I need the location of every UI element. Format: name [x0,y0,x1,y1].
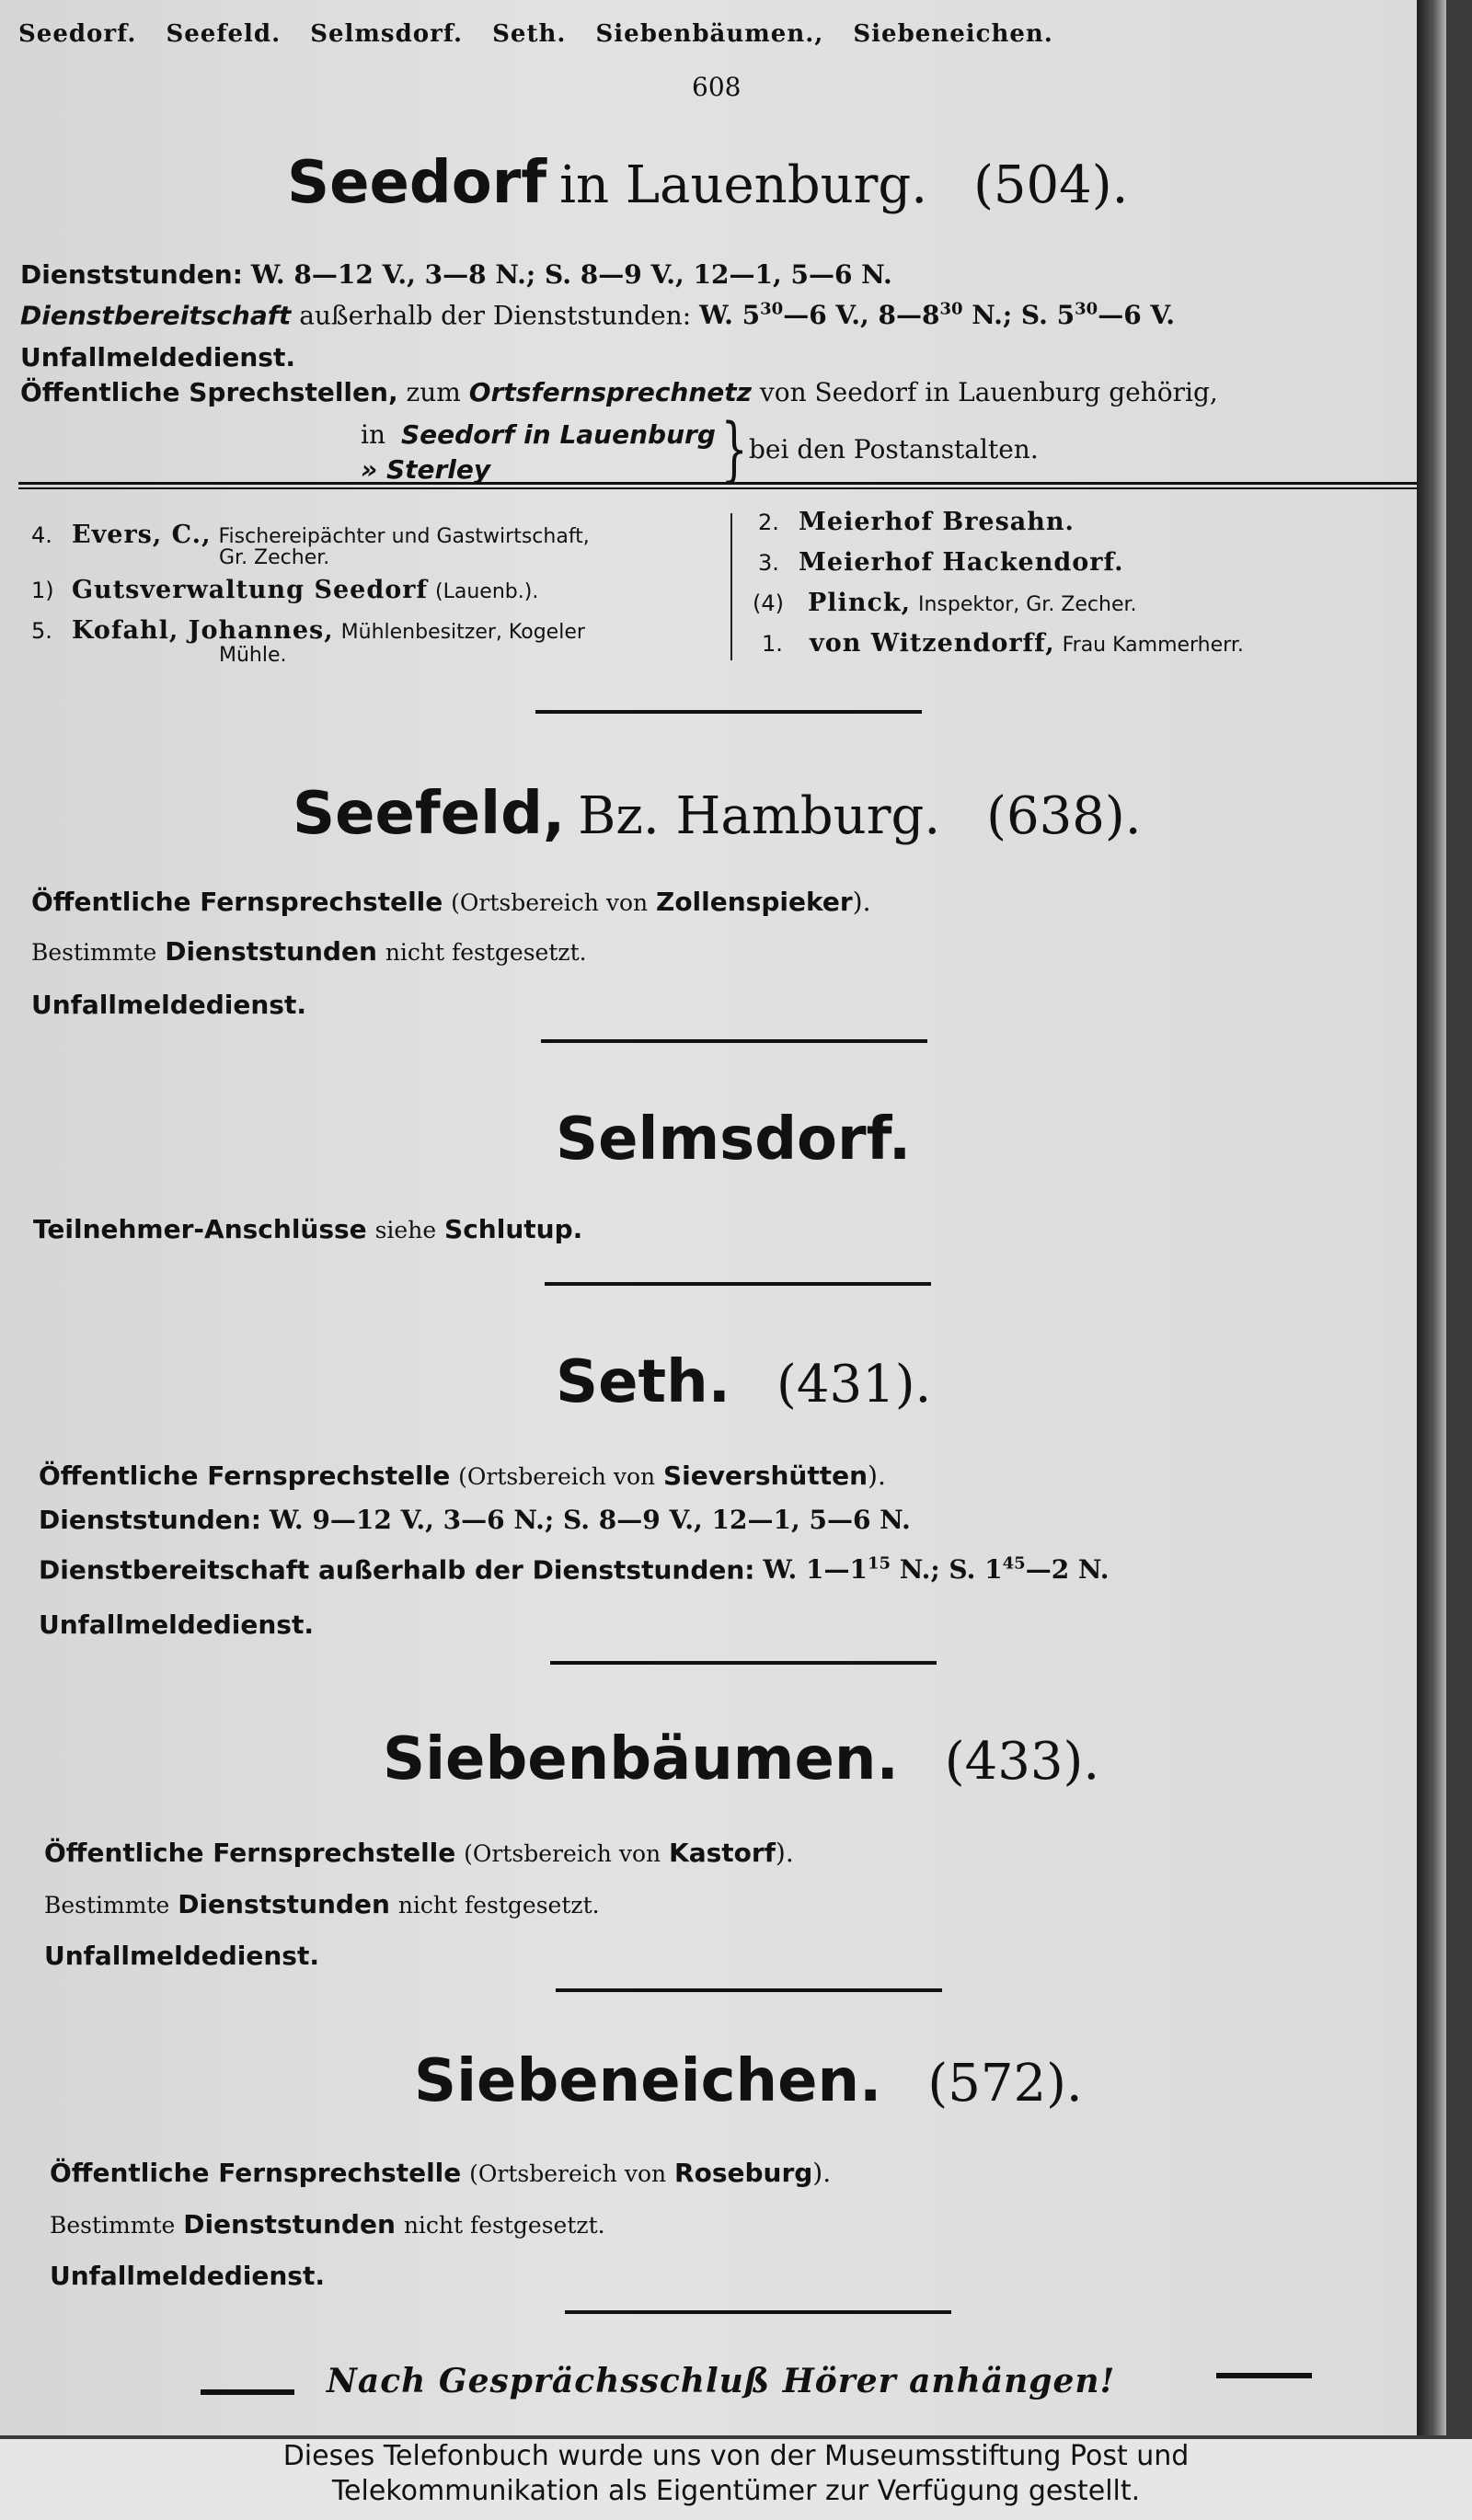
slogan-dash-left [201,2389,294,2395]
place-name: Seefeld, [293,780,566,848]
seedorf-standby: Dienstbereitschaft außerhalb der Dienststunden: W. $5^{30}—6$ V., $8—8^{30}$ N.; S. $5^{30}—6$ V. [20,300,1175,331]
place-name: Selmsdorf. [556,1105,912,1174]
section-rule [550,1661,937,1665]
subscriber-entry-cont: Gr. Zecher. [219,546,330,569]
place-number: (638). [986,786,1142,846]
siebenbaeumen-hours-note: Bestimmte Dienststunden nicht festgesetzt. [44,1889,600,1919]
siebeneichen-hours-note: Bestimmte Dienststunden nicht festgesetzt. [50,2209,605,2239]
seedorf-accident-service: Unfallmeldedienst. [20,342,295,372]
siebeneichen-title [414,2047,1083,2115]
header-place: Seth. [492,20,567,48]
seefeld-hours-note: Bestimmte Dienststunden nicht festgesetzt. [31,936,587,967]
seth-accident-service: Unfallmeldedienst. [39,1609,314,1640]
place-number: (572). [927,2054,1083,2113]
selmsdorf-title [556,1105,911,1174]
seth-hours: Dienststunden: W. 9—12 V., 3—6 N.; S. 8—9 V., 12—1, 5—6 N. [39,1505,911,1535]
place-number: (431). [776,1355,932,1415]
subscriber-entry: (4) Plinck, Inspektor, Gr. Zecher. [753,589,1137,617]
section-rule [556,1988,942,1992]
seefeld-public-station: Öffentliche Fernsprechstelle (Ortsbereich von Zollenspieker). [31,887,871,917]
section-double-rule [18,482,1417,489]
place-name: Seedorf [287,149,547,217]
siebeneichen-accident-service: Unfallmeldedienst. [50,2261,325,2291]
seedorf-title [287,149,1128,217]
siebenbaeumen-title [383,1725,1099,1793]
seedorf-station-1: Seedorf in Lauenburg [401,419,716,450]
place-sub: in Lauenburg. [559,155,928,215]
place-name: Siebenbäumen. [383,1725,899,1793]
subscriber-entry: 1) Gutsverwaltung Seedorf (Lauenb.). [31,576,539,604]
seedorf-public-stations: Öffentliche Sprechstellen, zum Ortsfernsprechnetz von Seedorf in Lauenburg gehörig, [20,377,1218,407]
subscriber-entry: 4. Evers, C., Fischereipächter und Gastwirtschaft, [31,521,590,549]
subscriber-entry: 2. Meierhof Bresahn. [758,508,1075,536]
page-edge-shadow [1417,0,1446,2435]
header-place: Siebenbäumen., [595,20,824,48]
brace-symbol: } [720,407,748,489]
slogan-dash-right [1216,2373,1312,2378]
header-place: Selmsdorf. [310,20,464,48]
header-place: Seefeld. [166,20,282,48]
section-rule [565,2310,951,2314]
place-name: Seth. [556,1348,730,1416]
section-rule [535,710,922,714]
ownership-caption [0,2439,1472,2520]
seefeld-title [293,780,1142,848]
seedorf-in-label: in [361,419,385,450]
subscriber-entry: 5. Kofahl, Johannes, Mühlenbesitzer, Kogeler [31,616,585,645]
running-header [18,20,1074,48]
seedorf-station-2: » Sterley [361,454,491,485]
seedorf-hours: Dienststunden: W. 8—12 V., 3—8 N.; S. 8—9 V., 12—1, 5—6 N. [20,259,892,290]
place-name: Siebeneichen. [414,2047,882,2115]
siebenbaeumen-public-station: Öffentliche Fernsprechstelle (Ortsbereich von Kastorf). [44,1838,794,1868]
page-number: 608 [692,72,742,102]
seth-standby: Dienstbereitschaft außerhalb der Dienststunden: W. $1—1^{15}$ N.; S. $1^{45}—2$ N. [39,1554,1110,1586]
subscriber-entry: 1. von Witzendorff, Frau Kammerherr. [762,629,1244,658]
caption-line: Telekommunikation als Eigentümer zur Verfügung gestellt. [331,2475,1141,2507]
section-rule [541,1039,927,1043]
footer-slogan: Nach Gesprächsschluß Hörer anhängen! [327,2362,1116,2400]
seth-public-station: Öffentliche Fernsprechstelle (Ortsbereich von Sievershütten). [39,1460,886,1491]
seth-title [556,1348,931,1416]
siebeneichen-public-station: Öffentliche Fernsprechstelle (Ortsbereich von Roseburg). [50,2158,832,2188]
seefeld-accident-service: Unfallmeldedienst. [31,990,306,1020]
place-sub: Bz. Hamburg. [578,786,941,846]
siebenbaeumen-accident-service: Unfallmeldedienst. [44,1941,319,1971]
header-place: Seedorf. [18,20,137,48]
subscriber-entry: 3. Meierhof Hackendorf. [758,548,1124,577]
place-number: (504). [973,155,1129,215]
caption-line: Dieses Telefonbuch wurde uns von der Museumsstiftung Post und [282,2440,1190,2472]
column-separator [730,513,732,660]
subscriber-entry-cont: Mühle. [219,644,287,667]
header-place: Siebeneichen. [853,20,1053,48]
selmsdorf-subscribers-note: Teilnehmer-Anschlüsse siehe Schlutup. [33,1214,583,1244]
seedorf-station-note: bei den Postanstalten. [749,434,1039,464]
place-number: (433). [944,1732,1100,1792]
section-rule [545,1282,931,1286]
